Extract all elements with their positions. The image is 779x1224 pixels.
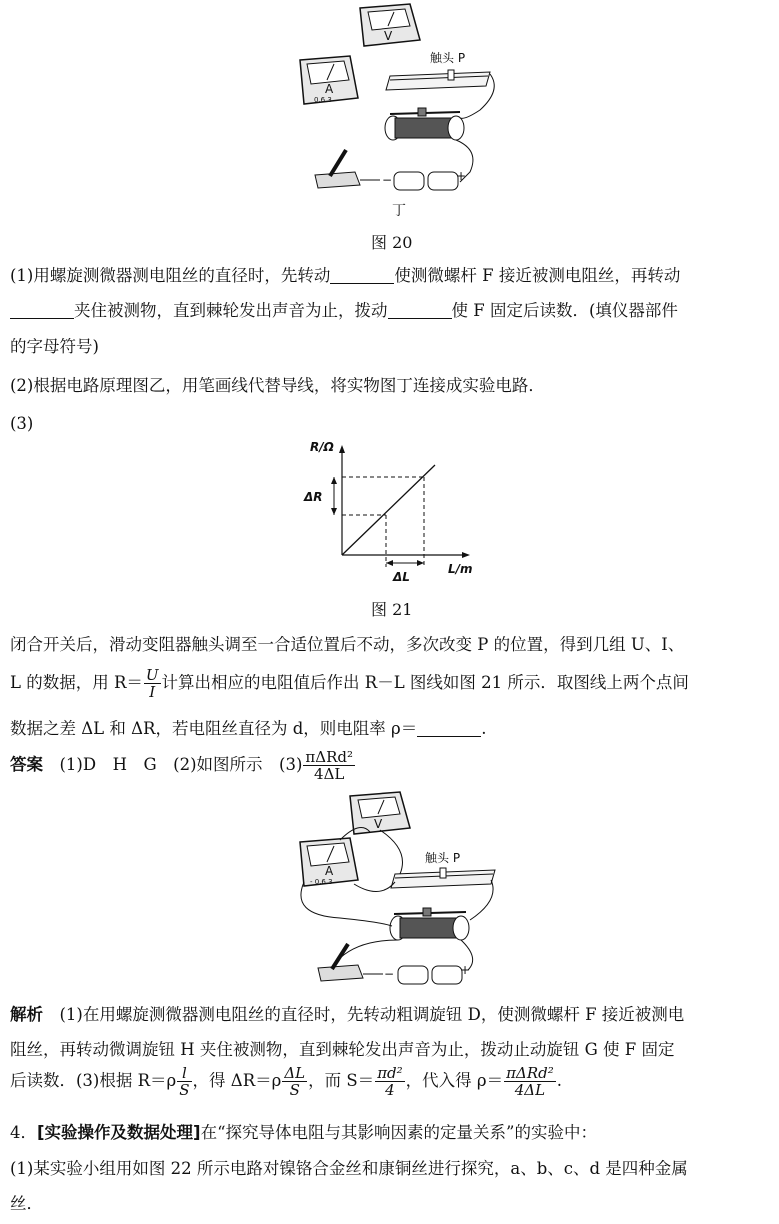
q3-line-3: 数据之差 ΔL 和 ΔR，若电阻丝直径为 d，则电阻率 ρ＝ . xyxy=(10,719,487,738)
ammeter xyxy=(300,56,358,104)
svg-text:−: − xyxy=(384,967,395,981)
q1-line-1: (1)用螺旋测微器测电阻丝的直径时，先转动 使测微螺杆 F 接近被测电阻丝，再转动 xyxy=(10,266,681,285)
q2-text: (2)根据电路原理图乙，用笔画线代替导线，将实物图丁连接成实验电路． xyxy=(10,376,545,395)
svg-text:A: A xyxy=(325,864,334,878)
answer-blank xyxy=(417,720,481,737)
sub-label: 丁 xyxy=(392,203,406,219)
delta-l-label: ΔL xyxy=(393,570,410,584)
svg-text:+: + xyxy=(456,169,467,183)
svg-text:0.6 3: 0.6 3 xyxy=(314,96,332,104)
analysis-label: 解析 xyxy=(10,1005,43,1024)
switch xyxy=(318,944,363,981)
analysis-line-1: 解析 (1)在用螺旋测微器测电阻丝的直径时，先转动粗调旋钮 D，使测微螺杆 F 接近被测电 xyxy=(10,1005,685,1024)
figure-21-graph xyxy=(300,435,490,585)
svg-text:A: A xyxy=(325,82,334,96)
battery-pack xyxy=(398,966,462,984)
answer-line: 答案 (1)D H G (2)如图所示 (3) $\frac{\text{πΔRd²}}{4\Delta L}$ xyxy=(10,748,354,783)
formula-u-over-i: $\frac{U}{I}$ xyxy=(145,666,159,701)
switch xyxy=(315,150,360,188)
q4-title: 4．[实验操作及数据处理]在“探究导体电阻与其影响因素的定量关系”的实验中： xyxy=(10,1123,597,1142)
contact-p-label: 触头 P xyxy=(425,851,461,865)
sliding-rheostat xyxy=(385,108,464,140)
q4-tag: [实验操作及数据处理] xyxy=(37,1123,201,1142)
figure-answer-apparatus xyxy=(280,790,510,990)
q4-line-2: 丝． xyxy=(10,1194,43,1213)
voltmeter xyxy=(360,4,420,46)
y-axis-label: R/Ω xyxy=(310,440,334,454)
analysis-line-3: 后读数．(3)根据 R＝ρ $\frac{l}{S}$ ，得 ΔR＝ρ $\frac{\Delta L}{S}$ ，而 S＝ $\frac{\text{πd²}}{4}$ ，代入得 ρ＝ $\frac{\text{πΔRd²}}{4\Delta L}$ . xyxy=(10,1064,562,1099)
x-axis-label: L/m xyxy=(448,562,473,576)
answer-blank xyxy=(330,267,394,284)
contact-p-label: 触头 P xyxy=(430,51,466,65)
answer-label: 答案 xyxy=(10,755,43,774)
figure-20-caption: 图 20 xyxy=(371,233,413,252)
svg-text:V: V xyxy=(384,29,393,43)
r-l-line xyxy=(342,465,435,555)
q1-line-3: 的字母符号) xyxy=(10,337,99,356)
resistance-wire-board xyxy=(391,868,495,888)
q3-line-2: L 的数据，用 R＝ $\frac{U}{I}$ 计算出相应的电阻值后作出 R－L 图线如图 21 所示．取图线上两个点间 xyxy=(10,666,689,701)
answer-blank xyxy=(10,302,74,319)
q1-line-2: 夹住被测物，直到棘轮发出声音为止，拨动 使 F 固定后读数．(填仪器部件 xyxy=(10,300,771,322)
figure-20-apparatus xyxy=(280,0,510,225)
q4-line-1: (1)某实验小组用如图 22 所示电路对镍铬合金丝和康铜丝进行探究，a、b、c、d 是四种金属 xyxy=(10,1159,688,1178)
resistance-wire-board xyxy=(386,70,490,90)
battery-pack xyxy=(394,172,458,190)
q3-label: (3) xyxy=(10,414,34,433)
svg-text:V: V xyxy=(374,817,383,831)
answer-formula: $\frac{\text{πΔRd²}}{4\Delta L}$ xyxy=(305,748,354,783)
q3-line-1: 闭合开关后，滑动变阻器触头调至一合适位置后不动，多次改变 P 的位置，得到几组 U、I、 xyxy=(10,635,685,654)
figure-21-caption: 图 21 xyxy=(371,600,413,619)
svg-text:−: − xyxy=(382,173,393,187)
ammeter xyxy=(300,838,358,886)
svg-text:+: + xyxy=(460,963,471,977)
delta-r-label: ΔR xyxy=(304,490,323,504)
svg-text:- 0.6 3: - 0.6 3 xyxy=(310,878,333,886)
analysis-line-2: 阻丝，再转动微调旋钮 H 夹住被测物，直到棘轮发出声音为止，拨动止动旋钮 G 使 F 固定 xyxy=(10,1040,675,1059)
sliding-rheostat xyxy=(390,908,469,940)
answer-blank xyxy=(388,302,452,319)
